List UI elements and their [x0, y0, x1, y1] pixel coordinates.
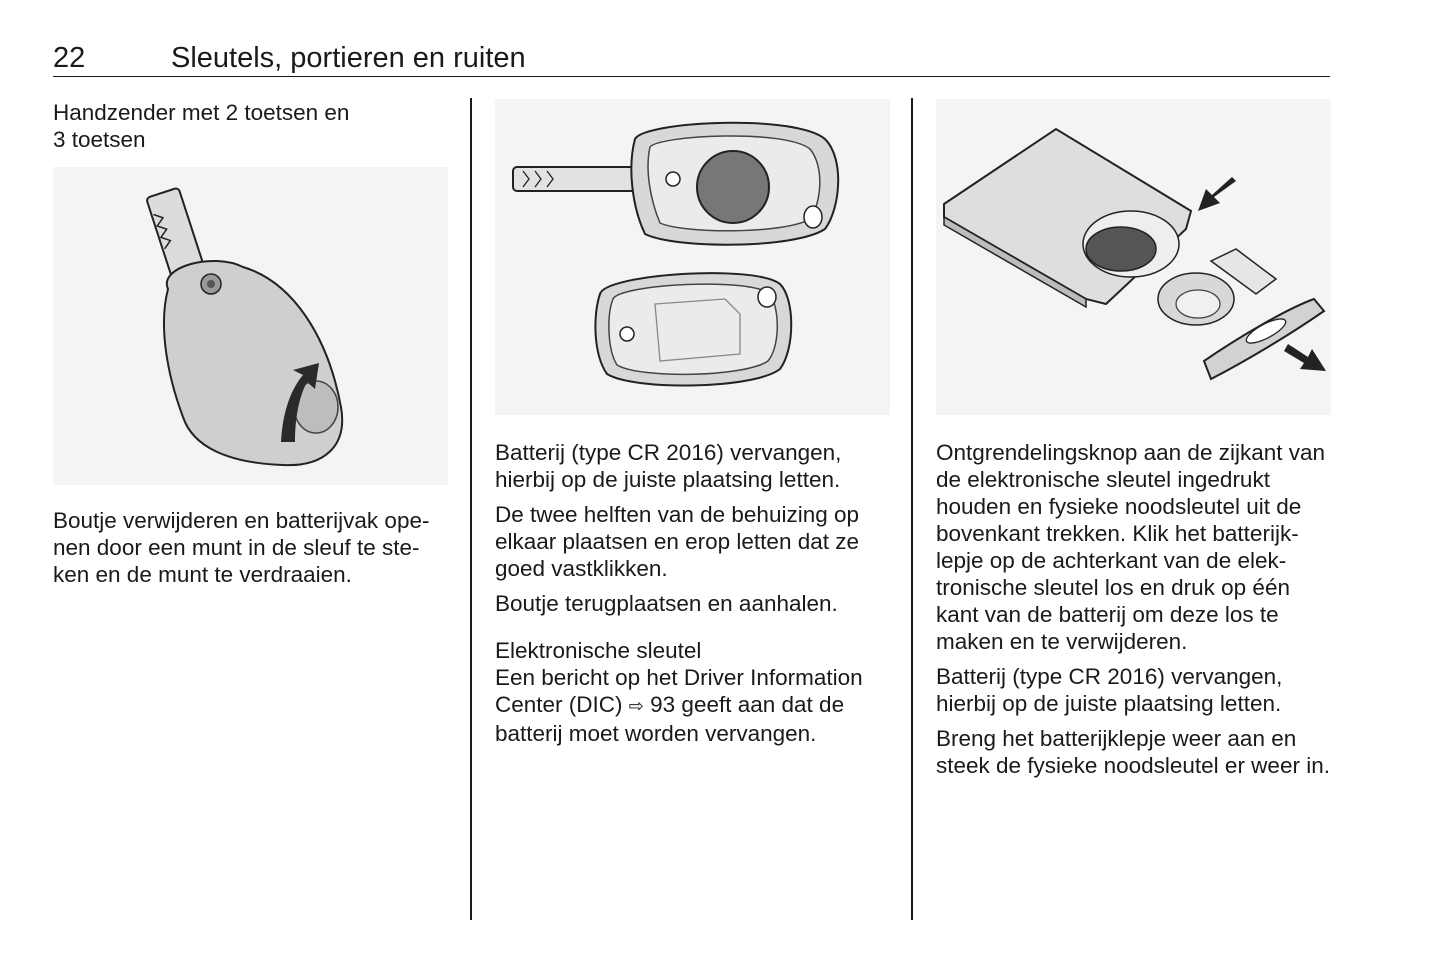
column-3: [936, 99, 1336, 779]
section-heading-remote: Handzender met 2 toetsen en 3 toetsen: [53, 100, 350, 152]
section-heading-electronic-key: Elektronische sleutel: [495, 638, 702, 663]
paragraph: Batterij (type CR 2016) vervangen, hierbij op de juiste plaatsing letten.: [936, 664, 1283, 716]
electronic-key-card-battery-icon: [936, 99, 1331, 415]
page-number: 22: [53, 42, 86, 74]
key-fob-battery-cover-icon: [53, 167, 448, 485]
paragraph: Batterij (type CR 2016) vervangen, hierbij op de juiste plaatsing letten.: [495, 440, 842, 492]
page-reference-arrow-icon: ⇨: [628, 696, 644, 716]
column-2: [495, 99, 895, 747]
column-divider: [911, 98, 913, 920]
paragraph: Breng het batterijklepje weer aan en steek de fysieke noodsleutel er weer in.: [936, 726, 1330, 778]
page-header: [53, 40, 1330, 77]
paragraph: Boutje verwijderen en batterijvak ope-nen door een munt in de sleuf te ste-ken en de munt te verdraaien.: [53, 508, 430, 587]
key-fob-halves-battery-icon: [495, 99, 890, 415]
page-title: Sleutels, portieren en ruiten: [171, 42, 526, 74]
paragraph: Een bericht op het Driver Information Center (DIC) ⇨ 93 geeft aan dat de batterij moet worden vervangen.: [495, 665, 863, 746]
column-1: [53, 99, 453, 588]
paragraph: Boutje terugplaatsen en aanhalen.: [495, 591, 838, 616]
paragraph: Ontgrendelingsknop aan de zijkant van de elektronische sleutel ingedrukt houden en fysieke noodsleutel uit de bovenkant trekken. Klik het batterijk-lepje op de achterkant van de elek-tronische sleutel los en druk op één kant van de batterij om deze los te maken en te verwijderen.: [936, 440, 1326, 654]
column-divider: [470, 98, 472, 920]
paragraph: De twee helften van de behuizing op elkaar plaatsen en erop letten dat ze goed vastklikken.: [495, 502, 860, 581]
